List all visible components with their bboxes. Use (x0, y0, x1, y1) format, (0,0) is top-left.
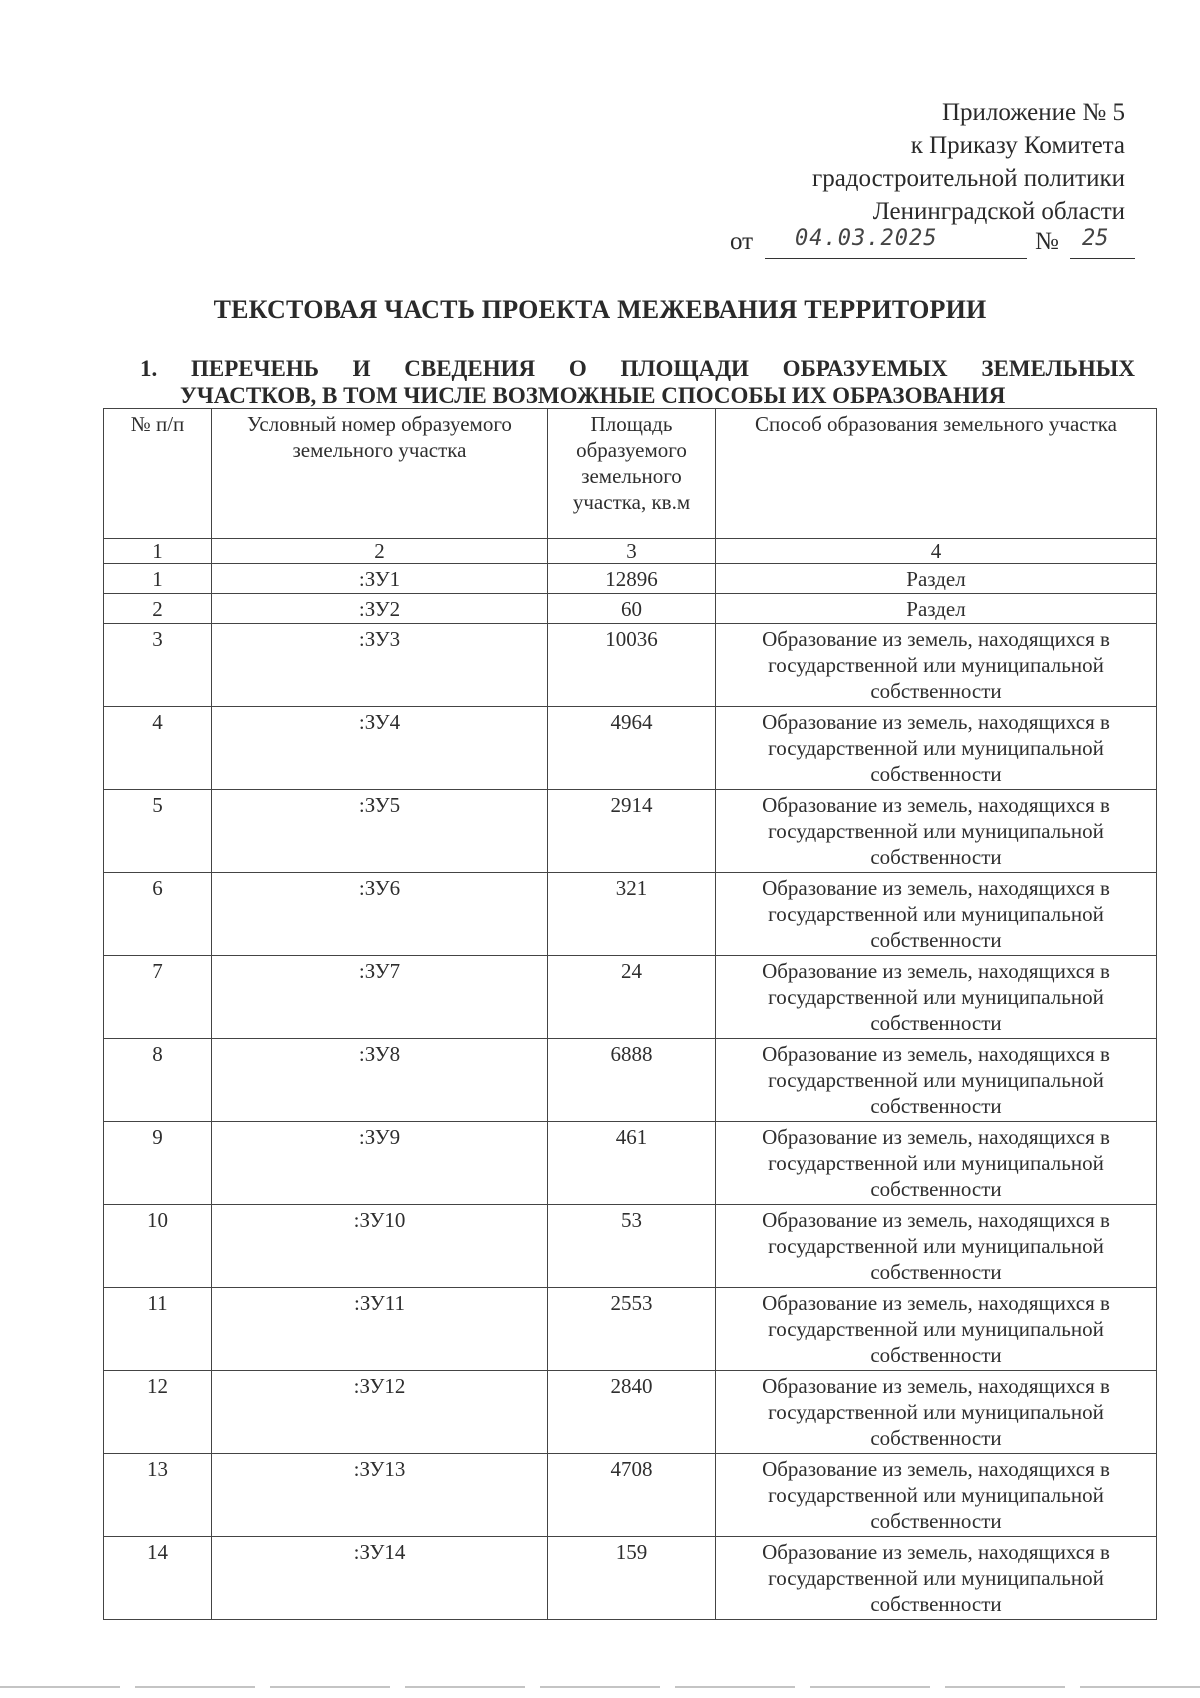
column-number-cell: 4 (716, 539, 1157, 564)
formation-method-cell: Образование из земель, находящихся в государственной или муниципальной собственности (716, 1454, 1157, 1537)
row-number-cell: 2 (104, 594, 212, 624)
header-cell-method: Способ образования земельного участка (716, 409, 1157, 539)
table-row (104, 1288, 1157, 1371)
formation-method-cell: Образование из земель, находящихся в государственной или муниципальной собственности (716, 790, 1157, 873)
column-number-cell: 3 (548, 539, 716, 564)
row-number-cell: 4 (104, 707, 212, 790)
row-number-cell: 1 (104, 564, 212, 594)
row-number-cell: 10 (104, 1205, 212, 1288)
formation-method-cell: Раздел (716, 564, 1157, 594)
formation-method-cell: Раздел (716, 594, 1157, 624)
parcel-area-cell: 60 (548, 594, 716, 624)
parcel-id-cell: :ЗУ13 (212, 1454, 548, 1537)
appendix-line: Ленинградской области (872, 198, 1125, 225)
section-heading (140, 355, 1135, 409)
formation-method-cell: Образование из земель, находящихся в государственной или муниципальной собственности (716, 1288, 1157, 1371)
parcel-id-cell: :ЗУ9 (212, 1122, 548, 1205)
parcel-area-cell: 4708 (548, 1454, 716, 1537)
parcel-area-cell: 24 (548, 956, 716, 1039)
table-header-row (104, 409, 1157, 539)
row-number-cell: 6 (104, 873, 212, 956)
column-number-cell: 1 (104, 539, 212, 564)
table-row (104, 1537, 1157, 1620)
row-number-cell: 14 (104, 1537, 212, 1620)
parcel-area-cell: 6888 (548, 1039, 716, 1122)
order-date-row (730, 228, 1135, 262)
parcel-area-cell: 2840 (548, 1371, 716, 1454)
table-row (104, 594, 1157, 624)
parcel-area-cell: 53 (548, 1205, 716, 1288)
appendix-line: градостроительной политики (811, 165, 1125, 192)
table-row (104, 1205, 1157, 1288)
parcel-id-cell: :ЗУ2 (212, 594, 548, 624)
column-number-cell: 2 (212, 539, 548, 564)
date-prefix: от (730, 228, 754, 255)
header-cell-number: № п/п (104, 409, 212, 539)
parcel-id-cell: :ЗУ6 (212, 873, 548, 956)
header-cell-area: Площадь образуемого земельного участка, кв.м (548, 409, 716, 539)
formation-method-cell: Образование из земель, находящихся в государственной или муниципальной собственности (716, 873, 1157, 956)
appendix-line: Приложение № 5 (941, 99, 1125, 126)
parcel-id-cell: :ЗУ1 (212, 564, 548, 594)
formation-method-cell: Образование из земель, находящихся в государственной или муниципальной собственности (716, 956, 1157, 1039)
parcel-id-cell: :ЗУ11 (212, 1288, 548, 1371)
parcel-area-cell: 4964 (548, 707, 716, 790)
parcel-area-cell: 2553 (548, 1288, 716, 1371)
parcel-id-cell: :ЗУ8 (212, 1039, 548, 1122)
table-row (104, 707, 1157, 790)
parcel-area-cell: 321 (548, 873, 716, 956)
table-row (104, 564, 1157, 594)
section-heading-line-2: УЧАСТКОВ, В ТОМ ЧИСЛЕ ВОЗМОЖНЫЕ СПОСОБЫ ИХ ОБРАЗОВАНИЯ (180, 383, 1006, 408)
parcel-area-cell: 2914 (548, 790, 716, 873)
table-row (104, 1122, 1157, 1205)
table-row (104, 1454, 1157, 1537)
section-heading-line-1: 1. ПЕРЕЧЕНЬ И СВЕДЕНИЯ О ПЛОЩАДИ ОБРАЗУЕМЫХ ЗЕМЕЛЬНЫХ (140, 356, 1135, 381)
formation-method-cell: Образование из земель, находящихся в государственной или муниципальной собственности (716, 624, 1157, 707)
row-number-cell: 9 (104, 1122, 212, 1205)
row-number-cell: 8 (104, 1039, 212, 1122)
parcel-area-cell: 12896 (548, 564, 716, 594)
appendix-line: к Приказу Комитета (910, 132, 1125, 159)
row-number-cell: 3 (104, 624, 212, 707)
formation-method-cell: Образование из земель, находящихся в государственной или муниципальной собственности (716, 1122, 1157, 1205)
row-number-cell: 7 (104, 956, 212, 1039)
formation-method-cell: Образование из земель, находящихся в государственной или муниципальной собственности (716, 1039, 1157, 1122)
table-row (104, 790, 1157, 873)
parcel-id-cell: :ЗУ7 (212, 956, 548, 1039)
page-bottom-rule (0, 1686, 1200, 1688)
column-number-row (104, 539, 1157, 564)
row-number-cell: 12 (104, 1371, 212, 1454)
table-row (104, 624, 1157, 707)
parcel-id-cell: :ЗУ4 (212, 707, 548, 790)
row-number-cell: 5 (104, 790, 212, 873)
order-date-value: 04.03.2025 (795, 226, 938, 251)
formation-method-cell: Образование из земель, находящихся в государственной или муниципальной собственности (716, 1537, 1157, 1620)
header-cell-parcel-id: Условный номер образуемого земельного участка (212, 409, 548, 539)
parcel-id-cell: :ЗУ14 (212, 1537, 548, 1620)
formation-method-cell: Образование из земель, находящихся в государственной или муниципальной собственности (716, 707, 1157, 790)
parcels-table (103, 408, 1157, 1620)
formation-method-cell: Образование из земель, находящихся в государственной или муниципальной собственности (716, 1371, 1157, 1454)
formation-method-cell: Образование из земель, находящихся в государственной или муниципальной собственности (716, 1205, 1157, 1288)
parcel-id-cell: :ЗУ3 (212, 624, 548, 707)
order-number-label: № (1035, 228, 1059, 255)
order-number-field (1070, 228, 1135, 259)
row-number-cell: 13 (104, 1454, 212, 1537)
parcel-area-cell: 461 (548, 1122, 716, 1205)
parcel-id-cell: :ЗУ10 (212, 1205, 548, 1288)
row-number-cell: 11 (104, 1288, 212, 1371)
parcel-area-cell: 10036 (548, 624, 716, 707)
table-row (104, 873, 1157, 956)
table-row (104, 1039, 1157, 1122)
document-title: ТЕКСТОВАЯ ЧАСТЬ ПРОЕКТА МЕЖЕВАНИЯ ТЕРРИТОРИИ (213, 295, 987, 324)
parcel-id-cell: :ЗУ5 (212, 790, 548, 873)
order-date-field (765, 228, 1027, 259)
parcel-area-cell: 159 (548, 1537, 716, 1620)
table-row (104, 956, 1157, 1039)
appendix-block (812, 96, 1125, 228)
order-number-value: 25 (1082, 226, 1109, 251)
parcel-id-cell: :ЗУ12 (212, 1371, 548, 1454)
table-row (104, 1371, 1157, 1454)
